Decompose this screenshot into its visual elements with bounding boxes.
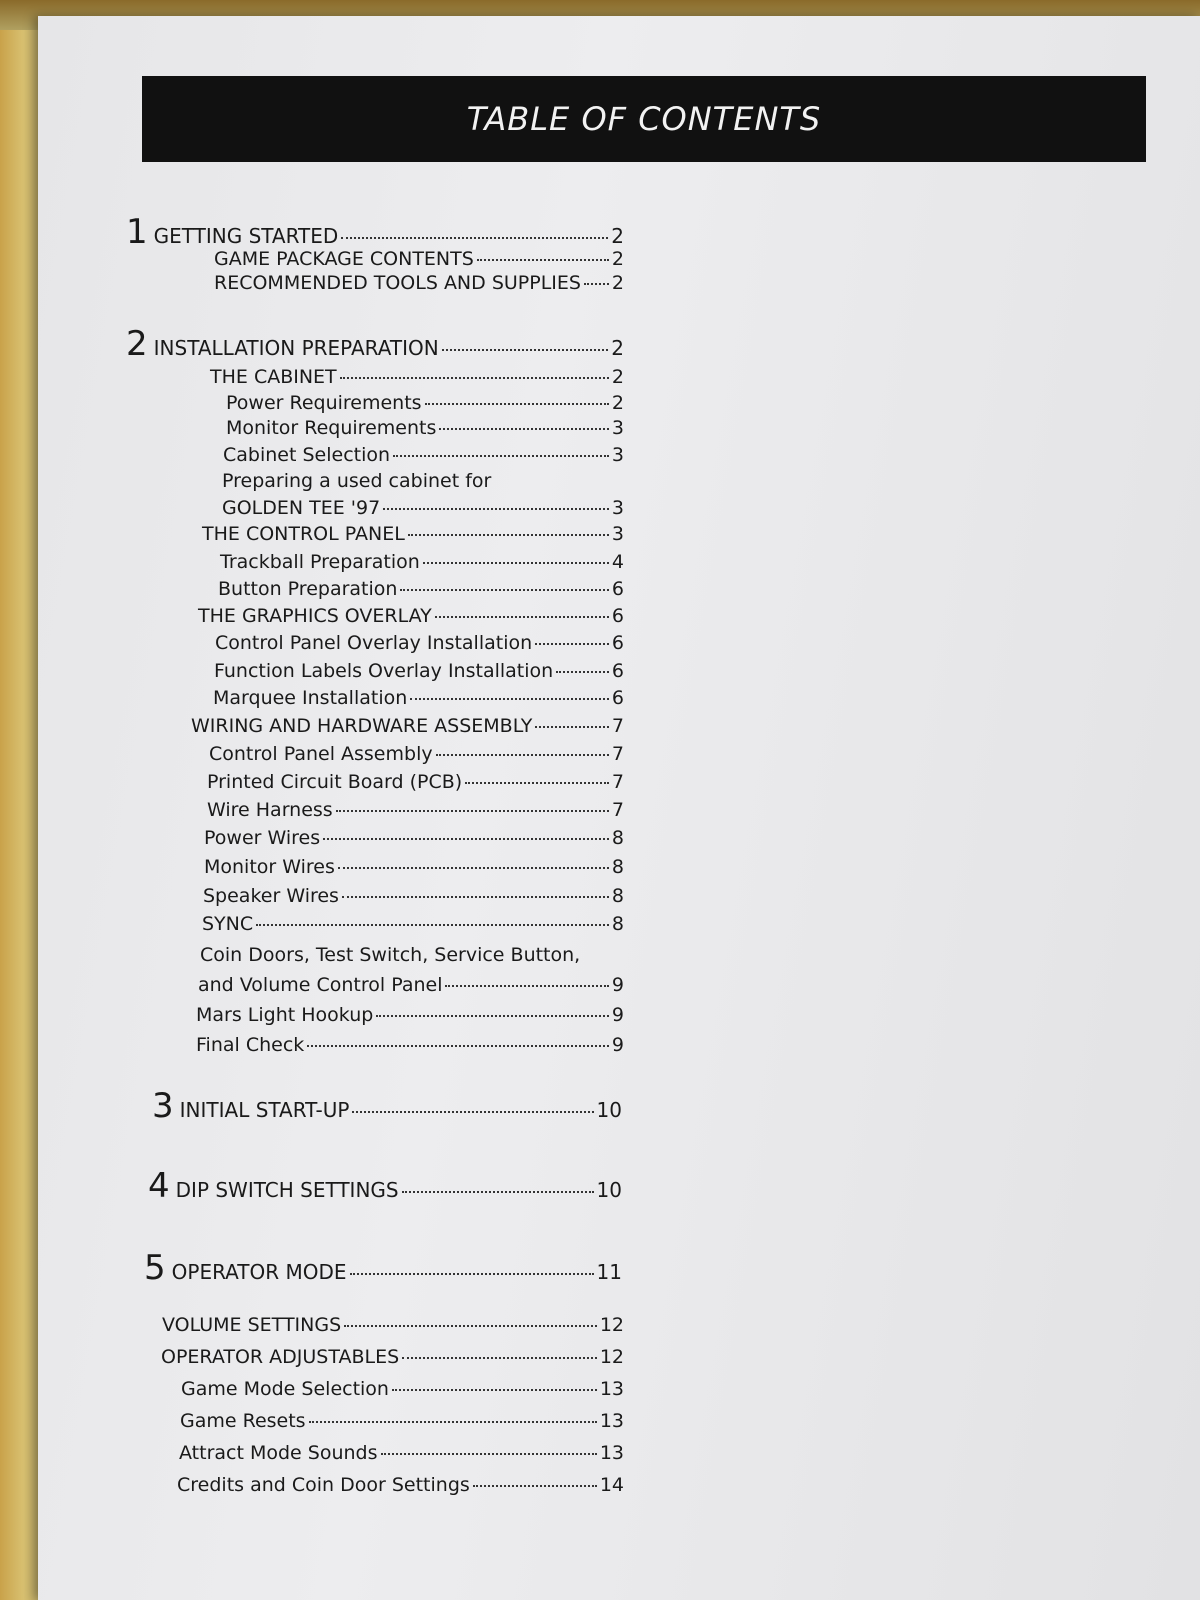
dot-leader [402,1191,594,1193]
toc-entry-mars-light-hookup[interactable] [196,1004,624,1026]
dot-leader [556,671,609,673]
toc-entry-trackball-preparation[interactable] [220,551,624,573]
toc-entry-label: OPERATOR ADJUSTABLES [161,1346,400,1368]
toc-entry-label: Credits and Coin Door Settings [177,1474,470,1496]
chapter-number: 4 [148,1166,170,1206]
toc-page-number: 6 [611,632,624,654]
toc-entry-button-preparation[interactable] [218,578,624,600]
toc-page-number: 8 [611,913,624,935]
dot-leader [535,726,609,728]
dot-leader [383,508,609,510]
toc-page-number: 3 [611,417,624,439]
toc-entry-control-panel-overlay-installation[interactable] [215,632,624,654]
dot-leader [256,924,609,926]
toc-page-number: 6 [611,660,624,682]
toc-entry-getting-started[interactable] [126,212,624,252]
toc-page-number: 8 [611,827,624,849]
toc-entry-label: DIP SWITCH SETTINGS [175,1178,399,1202]
toc-entry-label: WIRING AND HARDWARE ASSEMBLY [191,715,533,737]
toc-page-number: 6 [611,578,624,600]
toc-entry-label: Game Mode Selection [181,1378,389,1400]
toc-entry-label: INITIAL START-UP [179,1098,350,1122]
toc-entry-label: Game Resets [180,1410,306,1432]
toc-entry-operator-adjustables[interactable] [161,1346,624,1368]
toc-entry-label: Trackball Preparation [220,551,420,573]
dot-leader [410,698,609,700]
toc-entry-power-wires[interactable] [204,827,624,849]
toc-entry-label: GETTING STARTED [153,224,339,248]
toc-entry-label: Final Check [196,1034,305,1056]
toc-page-number: 9 [611,974,624,996]
toc-page-number: 9 [611,1034,624,1056]
toc-entry-label: VOLUME SETTINGS [162,1314,342,1336]
toc-entry-label: Wire Harness [207,799,333,821]
toc-entry-label: SYNC [202,913,254,935]
toc-entry-the-graphics-overlay[interactable] [198,605,624,627]
toc-page-number: 13 [599,1442,624,1464]
toc-entry-label: THE GRAPHICS OVERLAY [198,605,432,627]
dot-leader [535,643,609,645]
toc-page-number: 7 [611,715,624,737]
toc-entry-speaker-wires[interactable] [203,885,624,907]
toc-entry-cabinet-selection[interactable] [223,444,624,466]
toc-page-number: 10 [596,1178,622,1202]
dot-leader [342,896,609,898]
toc-entry-label: Speaker Wires [203,885,339,907]
toc-entry-power-requirements[interactable] [226,392,624,414]
toc-page-number: 9 [611,1004,624,1026]
dot-leader [338,867,609,869]
dot-leader [445,985,608,987]
toc-entry-label: Button Preparation [218,578,398,600]
toc-entry-label: Printed Circuit Board (PCB) [207,771,463,793]
toc-entry-game-mode-selection[interactable] [181,1378,624,1400]
toc-entry-initial-start-up[interactable] [152,1086,622,1126]
toc-entry-label: Mars Light Hookup [196,1004,374,1026]
toc-entry-label-continued: Coin Doors, Test Switch, Service Button, [200,944,581,966]
page-title: TABLE OF CONTENTS [466,100,822,138]
dot-leader [350,1273,594,1275]
toc-page-number: 8 [611,856,624,878]
title-banner [142,76,1146,162]
toc-entry-label: Function Labels Overlay Installation [214,660,554,682]
toc-entry-label: THE CONTROL PANEL [202,523,405,545]
toc-entry-label: and Volume Control Panel [198,974,443,996]
toc-entry-label: Marquee Installation [213,687,408,709]
dot-leader [336,810,609,812]
toc-entry-label: Monitor Wires [204,856,335,878]
toc-page-number: 3 [611,523,624,545]
toc-entry-label: Control Panel Overlay Installation [215,632,533,654]
dot-leader [392,1389,597,1391]
toc-entry-attract-mode-sounds[interactable] [179,1442,624,1464]
toc-entry-game-package-contents[interactable] [214,248,624,270]
toc-page-number: 3 [611,497,624,519]
toc-page-number: 2 [611,272,624,294]
dot-leader [408,534,609,536]
toc-entry-operator-mode[interactable] [144,1248,622,1288]
toc-entry-recommended-tools-and-supplies[interactable] [214,272,624,294]
toc-page-number: 2 [611,336,624,360]
chapter-number: 5 [144,1248,166,1288]
dot-leader [473,1485,597,1487]
toc-entry-final-check[interactable] [196,1034,624,1056]
dot-leader [477,259,609,261]
toc-page-number: 8 [611,885,624,907]
toc-page-number: 2 [611,248,624,270]
toc-entry-wire-harness[interactable] [207,799,624,821]
dot-leader [307,1045,609,1047]
dot-leader [393,455,609,457]
toc-entry-monitor-wires[interactable] [204,856,624,878]
chapter-number: 3 [152,1086,174,1126]
dot-leader [442,349,609,351]
toc-entry-volume-settings[interactable] [162,1314,624,1336]
dot-leader [402,1357,597,1359]
toc-page-number: 14 [599,1474,624,1496]
toc-page-number: 7 [611,799,624,821]
dot-leader [423,562,609,564]
toc-entry-control-panel-assembly[interactable] [209,743,624,765]
dot-leader [323,838,609,840]
toc-page-number: 10 [596,1098,622,1122]
toc-page-number: 3 [611,444,624,466]
toc-page-number: 2 [611,366,624,388]
toc-entry-label: OPERATOR MODE [171,1260,347,1284]
dot-leader [425,403,609,405]
toc-page-number: 6 [611,605,624,627]
toc-page-number: 12 [599,1346,624,1368]
toc-entry-label: GAME PACKAGE CONTENTS [214,248,474,270]
toc-entry-label: Power Wires [204,827,321,849]
dot-leader [381,1453,597,1455]
toc-entry-the-cabinet[interactable] [210,366,624,388]
toc-entry-printed-circuit-board-pcb[interactable] [207,771,624,793]
dot-leader [465,782,609,784]
toc-entry-game-resets[interactable] [180,1410,624,1432]
dot-leader [376,1015,609,1017]
chapter-number: 2 [126,324,148,364]
dot-leader [436,754,609,756]
toc-entry-label: THE CABINET [210,366,337,388]
toc-entry-label: Cabinet Selection [223,444,391,466]
toc-page-number: 2 [611,224,624,248]
toc-entry-installation-preparation[interactable] [126,324,624,364]
dot-leader [400,589,608,591]
dot-leader [340,377,609,379]
dot-leader [584,283,609,285]
toc-entry-and-volume-control-panel[interactable] [198,974,624,996]
dot-leader [341,237,608,239]
toc-entry-credits-and-coin-door-settings[interactable] [177,1474,624,1496]
toc-page-number: 13 [599,1410,624,1432]
toc-entry-label: RECOMMENDED TOOLS AND SUPPLIES [214,272,581,294]
document-page [38,16,1200,1600]
toc-page-number: 12 [599,1314,624,1336]
toc-entry-function-labels-overlay-installation[interactable] [214,660,624,682]
toc-entry-label: Attract Mode Sounds [179,1442,378,1464]
toc-page-number: 2 [611,392,624,414]
toc-entry-sync[interactable] [202,913,624,935]
toc-page-number: 13 [599,1378,624,1400]
toc-entry-label-continued: Preparing a used cabinet for [222,470,492,492]
toc-entry-label: Monitor Requirements [226,417,437,439]
toc-entry-the-control-panel[interactable] [202,523,624,545]
toc-entry-label: Power Requirements [226,392,422,414]
dot-leader [435,616,609,618]
toc-entry-monitor-requirements[interactable] [226,417,624,439]
toc-page-number: 7 [611,771,624,793]
dot-leader [439,428,609,430]
toc-entry-dip-switch-settings[interactable] [148,1166,622,1206]
toc-entry-marquee-installation[interactable] [213,687,624,709]
dot-leader [309,1421,597,1423]
dot-leader [352,1111,593,1113]
dot-leader [344,1325,597,1327]
toc-entry-wiring-and-hardware-assembly[interactable] [191,715,624,737]
toc-entry-golden-tee-97[interactable] [222,497,624,519]
toc-entry-label: INSTALLATION PREPARATION [153,336,439,360]
toc-page-number: 11 [596,1260,622,1284]
toc-entry-label: GOLDEN TEE '97 [222,497,381,519]
toc-page-number: 6 [611,687,624,709]
toc-page-number: 7 [611,743,624,765]
toc-page-number: 4 [611,551,624,573]
toc-entry-label: Control Panel Assembly [209,743,433,765]
chapter-number: 1 [126,212,148,252]
